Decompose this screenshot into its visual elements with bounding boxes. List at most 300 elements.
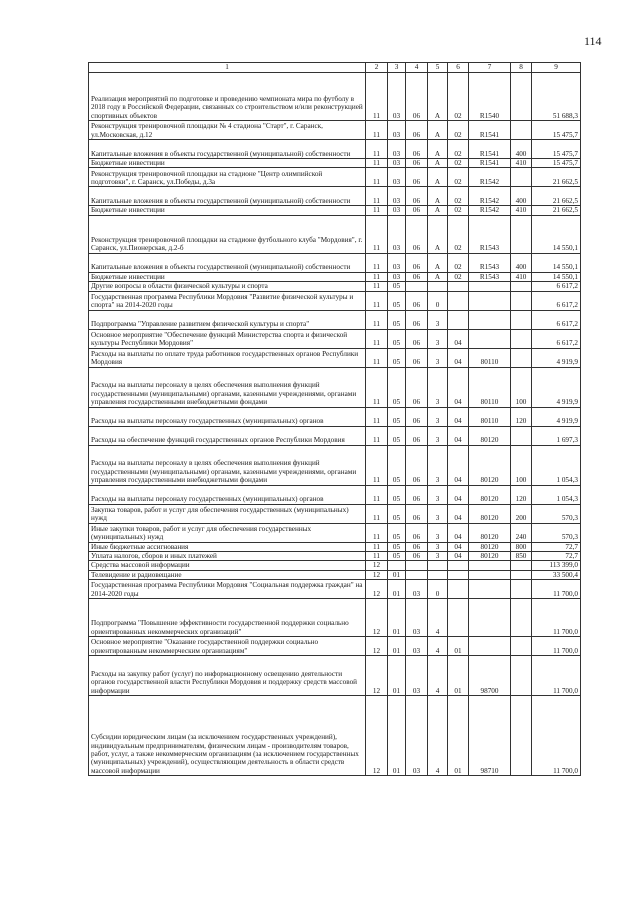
direction-code (469, 599, 511, 637)
subsection-code: 05 (388, 367, 406, 407)
event-code: 01 (448, 696, 469, 776)
row-name: Основное мероприятие "Обеспечение функций Министерства спорта и физической культуры Республики Мордовия" (89, 329, 366, 348)
row-name: Капитальные вложения в объекты государственной (муниципальной) собственности (89, 253, 366, 272)
table-row (89, 187, 581, 206)
subprogram-code: А (428, 159, 448, 168)
amount: 15 475,7 (532, 159, 581, 168)
expense-type-code: 400 (511, 253, 532, 272)
table-row (89, 310, 581, 329)
header-cell: 3 (388, 63, 406, 73)
table-row (89, 570, 581, 579)
expense-type-code: 200 (511, 504, 532, 523)
amount: 113 399,0 (532, 561, 581, 570)
direction-code: R1543 (469, 272, 511, 281)
section-code: 11 (366, 272, 388, 281)
expense-type-code: 240 (511, 523, 532, 542)
event-code: 02 (448, 215, 469, 253)
expense-type-code: 400 (511, 140, 532, 159)
event-code: 04 (448, 542, 469, 551)
section-code: 11 (366, 206, 388, 215)
expense-type-code (511, 561, 532, 570)
expense-type-code: 410 (511, 159, 532, 168)
event-code: 04 (448, 445, 469, 485)
program-code (406, 561, 428, 570)
direction-code: 80120 (469, 485, 511, 504)
row-name: Бюджетные инвестиции (89, 206, 366, 215)
program-code (406, 570, 428, 579)
program-code: 06 (406, 168, 428, 187)
event-code: 02 (448, 159, 469, 168)
program-code: 03 (406, 599, 428, 637)
expense-type-code (511, 329, 532, 348)
direction-code: R1542 (469, 187, 511, 206)
section-code: 12 (366, 561, 388, 570)
program-code: 06 (406, 552, 428, 561)
section-code: 11 (366, 367, 388, 407)
direction-code (469, 561, 511, 570)
event-code: 04 (448, 407, 469, 426)
program-code: 06 (406, 485, 428, 504)
expense-type-code (511, 168, 532, 187)
subprogram-code: 4 (428, 656, 448, 696)
table-row (89, 272, 581, 281)
subsection-code: 01 (388, 656, 406, 696)
table-row (89, 523, 581, 542)
subprogram-code: 3 (428, 367, 448, 407)
event-code: 04 (448, 348, 469, 367)
row-name: Расходы на обеспечение функций государственных органов Республики Мордовия (89, 426, 366, 445)
amount: 33 500,4 (532, 570, 581, 579)
subsection-code: 01 (388, 580, 406, 599)
subprogram-code: 0 (428, 580, 448, 599)
expense-type-code: 100 (511, 445, 532, 485)
subprogram-code: 0 (428, 291, 448, 310)
section-code: 11 (366, 523, 388, 542)
table-row (89, 140, 581, 159)
section-code: 11 (366, 168, 388, 187)
event-code: 04 (448, 523, 469, 542)
row-name: Телевидение и радиовещание (89, 570, 366, 579)
program-code: 06 (406, 159, 428, 168)
table-row (89, 426, 581, 445)
subprogram-code: А (428, 140, 448, 159)
expense-type-code: 850 (511, 552, 532, 561)
subsection-code: 05 (388, 552, 406, 561)
direction-code: 80110 (469, 407, 511, 426)
row-name: Средства массовой информации (89, 561, 366, 570)
program-code: 06 (406, 215, 428, 253)
row-name: Бюджетные инвестиции (89, 159, 366, 168)
section-code: 11 (366, 426, 388, 445)
program-code: 06 (406, 504, 428, 523)
event-code: 02 (448, 253, 469, 272)
table-row (89, 485, 581, 504)
direction-code: R1543 (469, 253, 511, 272)
section-code: 11 (366, 542, 388, 551)
event-code (448, 291, 469, 310)
row-name: Государственная программа Республики Мордовия "Развитие физической культуры и спорта" на 2014-2020 годы (89, 291, 366, 310)
budget-table (88, 62, 581, 776)
amount: 11 700,0 (532, 696, 581, 776)
direction-code: 98710 (469, 696, 511, 776)
row-name: Уплата налогов, сборов и иных платежей (89, 552, 366, 561)
amount: 1 054,3 (532, 445, 581, 485)
row-name: Расходы на выплаты по оплате труда работников государственных органов Республики Мордовия (89, 348, 366, 367)
row-name: Капитальные вложения в объекты государственной (муниципальной) собственности (89, 140, 366, 159)
row-name: Подпрограмма "Повышение эффективности государственной поддержки социально ориентированных некоммерческих организаций" (89, 599, 366, 637)
event-code: 01 (448, 637, 469, 656)
amount: 14 550,1 (532, 253, 581, 272)
row-name: Основное мероприятие "Оказание государственной поддержки социально ориентированным некоммерческим организациям" (89, 637, 366, 656)
expense-type-code (511, 570, 532, 579)
section-code: 11 (366, 407, 388, 426)
subsection-code: 03 (388, 73, 406, 121)
subsection-code: 03 (388, 187, 406, 206)
event-code (448, 561, 469, 570)
direction-code (469, 329, 511, 348)
amount: 11 700,0 (532, 599, 581, 637)
expense-type-code: 120 (511, 407, 532, 426)
event-code: 04 (448, 485, 469, 504)
row-name: Расходы на выплаты персоналу в целях обеспечения выполнения функций государственными (муниципальными) органами, казенными учреждениями, органами управления государственными внебюджетными фондами (89, 367, 366, 407)
section-code: 11 (366, 348, 388, 367)
event-code: 01 (448, 656, 469, 696)
direction-code: R1541 (469, 121, 511, 140)
program-code: 06 (406, 367, 428, 407)
subprogram-code: 3 (428, 552, 448, 561)
subsection-code: 05 (388, 348, 406, 367)
amount: 21 662,5 (532, 206, 581, 215)
table-row (89, 168, 581, 187)
section-code: 12 (366, 656, 388, 696)
table-row (89, 445, 581, 485)
expense-type-code (511, 215, 532, 253)
subsection-code: 03 (388, 121, 406, 140)
table-row (89, 206, 581, 215)
table-row (89, 291, 581, 310)
table-row (89, 542, 581, 551)
event-code: 04 (448, 367, 469, 407)
subsection-code: 03 (388, 206, 406, 215)
direction-code: R1543 (469, 215, 511, 253)
table-row (89, 696, 581, 776)
expense-type-code (511, 73, 532, 121)
event-code: 02 (448, 73, 469, 121)
header-cell: 1 (89, 63, 366, 73)
subsection-code: 03 (388, 272, 406, 281)
amount: 72,7 (532, 542, 581, 551)
program-code: 06 (406, 426, 428, 445)
subsection-code: 03 (388, 140, 406, 159)
direction-code: R1542 (469, 168, 511, 187)
subprogram-code: А (428, 206, 448, 215)
event-code: 02 (448, 121, 469, 140)
program-code: 06 (406, 73, 428, 121)
event-code: 04 (448, 504, 469, 523)
section-code: 11 (366, 552, 388, 561)
amount: 570,3 (532, 523, 581, 542)
direction-code: R1541 (469, 140, 511, 159)
event-code: 02 (448, 272, 469, 281)
subsection-code: 05 (388, 310, 406, 329)
section-code: 11 (366, 329, 388, 348)
amount: 51 688,3 (532, 73, 581, 121)
section-code: 11 (366, 121, 388, 140)
program-code: 06 (406, 121, 428, 140)
subsection-code (388, 561, 406, 570)
subprogram-code: А (428, 253, 448, 272)
direction-code: R1540 (469, 73, 511, 121)
table-row (89, 348, 581, 367)
table-body (89, 73, 581, 776)
row-name: Субсидии юридическим лицам (за исключением государственных учреждений), индивидуальным предпринимателям, физическим лицам - производителям товаров, работ, услуг, а также некоммерческим организациям (за исключением государственных (муниципальных) учреждений), осуществляющим деятельность в области средств массовой информации (89, 696, 366, 776)
amount: 1 054,3 (532, 485, 581, 504)
event-code (448, 282, 469, 291)
amount: 15 475,7 (532, 121, 581, 140)
direction-code: 80120 (469, 552, 511, 561)
program-code (406, 282, 428, 291)
header-cell: 6 (448, 63, 469, 73)
subsection-code: 05 (388, 504, 406, 523)
expense-type-code: 410 (511, 272, 532, 281)
table-row (89, 599, 581, 637)
amount: 21 662,5 (532, 187, 581, 206)
direction-code: 80120 (469, 523, 511, 542)
header-cell: 4 (406, 63, 428, 73)
subprogram-code: А (428, 121, 448, 140)
subprogram-code: А (428, 272, 448, 281)
program-code: 06 (406, 253, 428, 272)
program-code: 03 (406, 656, 428, 696)
subprogram-code: А (428, 215, 448, 253)
row-name: Бюджетные инвестиции (89, 272, 366, 281)
row-name: Реконструкция тренировочной площадки на стадионе "Центр олимпийской подготовки", г. Саранск, ул.Победы, д.3а (89, 168, 366, 187)
expense-type-code: 100 (511, 367, 532, 407)
program-code: 06 (406, 542, 428, 551)
amount: 6 617,2 (532, 329, 581, 348)
table-row (89, 580, 581, 599)
expense-type-code (511, 656, 532, 696)
direction-code: R1541 (469, 159, 511, 168)
table-row (89, 504, 581, 523)
header-cell: 9 (532, 63, 581, 73)
table-row (89, 121, 581, 140)
program-code: 06 (406, 206, 428, 215)
program-code: 03 (406, 696, 428, 776)
direction-code: 98700 (469, 656, 511, 696)
header-row (89, 63, 581, 73)
event-code: 02 (448, 168, 469, 187)
direction-code: 80120 (469, 542, 511, 551)
amount: 11 700,0 (532, 656, 581, 696)
subsection-code: 05 (388, 282, 406, 291)
subsection-code: 03 (388, 159, 406, 168)
row-name: Подпрограмма "Управление развитием физической культуры и спорта" (89, 310, 366, 329)
section-code: 11 (366, 187, 388, 206)
subsection-code: 05 (388, 329, 406, 348)
direction-code: 80120 (469, 426, 511, 445)
direction-code: 80110 (469, 367, 511, 407)
expense-type-code: 400 (511, 187, 532, 206)
direction-code (469, 570, 511, 579)
direction-code: 80120 (469, 504, 511, 523)
row-name: Реконструкция тренировочной площадки № 4 стадиона "Старт", г. Саранск, ул.Московская, д.12 (89, 121, 366, 140)
program-code: 06 (406, 407, 428, 426)
program-code: 06 (406, 445, 428, 485)
subprogram-code (428, 561, 448, 570)
expense-type-code: 120 (511, 485, 532, 504)
amount: 14 550,1 (532, 215, 581, 253)
section-code: 11 (366, 215, 388, 253)
event-code: 04 (448, 552, 469, 561)
row-name: Государственная программа Республики Мордовия "Социальная поддержка граждан" на 2014-2020 годы (89, 580, 366, 599)
subprogram-code (428, 282, 448, 291)
section-code: 12 (366, 570, 388, 579)
direction-code (469, 310, 511, 329)
row-name: Реализация мероприятий по подготовке и проведению чемпионата мира по футболу в 2018 году в Российской Федерации, связанных со строительством и/или реконструкцией спортивных объектов (89, 73, 366, 121)
table-row (89, 367, 581, 407)
subprogram-code: 3 (428, 523, 448, 542)
subprogram-code: 3 (428, 504, 448, 523)
row-name: Расходы на выплаты персоналу государственных (муниципальных) органов (89, 485, 366, 504)
section-code: 11 (366, 159, 388, 168)
subprogram-code: 4 (428, 696, 448, 776)
program-code: 06 (406, 291, 428, 310)
section-code: 11 (366, 445, 388, 485)
program-code: 06 (406, 523, 428, 542)
event-code (448, 580, 469, 599)
amount: 570,3 (532, 504, 581, 523)
subprogram-code: 4 (428, 637, 448, 656)
subprogram-code: 3 (428, 426, 448, 445)
program-code: 03 (406, 580, 428, 599)
amount: 21 662,5 (532, 168, 581, 187)
subsection-code: 05 (388, 445, 406, 485)
program-code: 03 (406, 637, 428, 656)
subprogram-code: А (428, 187, 448, 206)
row-name: Реконструкция тренировочной площадки на стадионе футбольного клуба "Мордовия", г. Саранск, ул.Пионерская, д.2-б (89, 215, 366, 253)
program-code: 06 (406, 329, 428, 348)
subprogram-code: А (428, 168, 448, 187)
event-code: 02 (448, 140, 469, 159)
program-code: 06 (406, 187, 428, 206)
amount: 6 617,2 (532, 282, 581, 291)
section-code: 11 (366, 253, 388, 272)
section-code: 11 (366, 282, 388, 291)
event-code (448, 570, 469, 579)
event-code: 02 (448, 187, 469, 206)
section-code: 11 (366, 485, 388, 504)
program-code: 06 (406, 348, 428, 367)
page-number: 114 (584, 34, 602, 48)
row-name: Расходы на выплаты персоналу в целях обеспечения выполнения функций государственными (муниципальными) органами, казенными учреждениями, органами управления государственными внебюджетными фондами (89, 445, 366, 485)
subsection-code: 05 (388, 523, 406, 542)
direction-code: 80110 (469, 348, 511, 367)
expense-type-code (511, 580, 532, 599)
direction-code: 80120 (469, 445, 511, 485)
subsection-code: 05 (388, 485, 406, 504)
subprogram-code: 3 (428, 310, 448, 329)
table-row (89, 159, 581, 168)
amount: 4 919,9 (532, 348, 581, 367)
subsection-code: 03 (388, 168, 406, 187)
table-row (89, 561, 581, 570)
program-code: 06 (406, 272, 428, 281)
subprogram-code (428, 570, 448, 579)
subsection-code: 01 (388, 599, 406, 637)
amount: 6 617,2 (532, 291, 581, 310)
amount: 11 700,0 (532, 637, 581, 656)
expense-type-code (511, 310, 532, 329)
subprogram-code: А (428, 73, 448, 121)
direction-code (469, 291, 511, 310)
event-code: 04 (448, 426, 469, 445)
section-code: 11 (366, 310, 388, 329)
expense-type-code: 800 (511, 542, 532, 551)
program-code: 06 (406, 310, 428, 329)
direction-code (469, 282, 511, 291)
expense-type-code (511, 291, 532, 310)
subsection-code: 03 (388, 253, 406, 272)
table-row (89, 282, 581, 291)
subprogram-code: 3 (428, 445, 448, 485)
amount: 14 550,1 (532, 272, 581, 281)
row-name: Иные закупки товаров, работ и услуг для обеспечения государственных (муниципальных) нужд (89, 523, 366, 542)
table-row (89, 637, 581, 656)
row-name: Расходы на выплаты персоналу государственных (муниципальных) органов (89, 407, 366, 426)
expense-type-code (511, 637, 532, 656)
subprogram-code: 3 (428, 407, 448, 426)
header-cell: 8 (511, 63, 532, 73)
row-name: Другие вопросы в области физической культуры и спорта (89, 282, 366, 291)
amount: 6 617,2 (532, 310, 581, 329)
table-row (89, 552, 581, 561)
event-code: 04 (448, 329, 469, 348)
expense-type-code (511, 426, 532, 445)
subprogram-code: 3 (428, 485, 448, 504)
table-row (89, 215, 581, 253)
expense-type-code (511, 348, 532, 367)
header-cell: 2 (366, 63, 388, 73)
subprogram-code: 4 (428, 599, 448, 637)
section-code: 12 (366, 637, 388, 656)
subprogram-code: 3 (428, 542, 448, 551)
header-cell: 7 (469, 63, 511, 73)
subprogram-code: 3 (428, 329, 448, 348)
section-code: 11 (366, 140, 388, 159)
program-code: 06 (406, 140, 428, 159)
row-name: Иные бюджетные ассигнования (89, 542, 366, 551)
row-name: Закупка товаров, работ и услуг для обеспечения государственных (муниципальных) нужд (89, 504, 366, 523)
table-row (89, 329, 581, 348)
section-code: 12 (366, 599, 388, 637)
table-row (89, 407, 581, 426)
subsection-code: 05 (388, 426, 406, 445)
expense-type-code (511, 696, 532, 776)
section-code: 11 (366, 73, 388, 121)
amount: 72,7 (532, 552, 581, 561)
subsection-code: 05 (388, 407, 406, 426)
subsection-code: 03 (388, 215, 406, 253)
event-code (448, 310, 469, 329)
amount: 1 697,3 (532, 426, 581, 445)
event-code: 02 (448, 206, 469, 215)
header-cell: 5 (428, 63, 448, 73)
amount: 15 475,7 (532, 140, 581, 159)
direction-code (469, 580, 511, 599)
expense-type-code (511, 599, 532, 637)
direction-code (469, 637, 511, 656)
